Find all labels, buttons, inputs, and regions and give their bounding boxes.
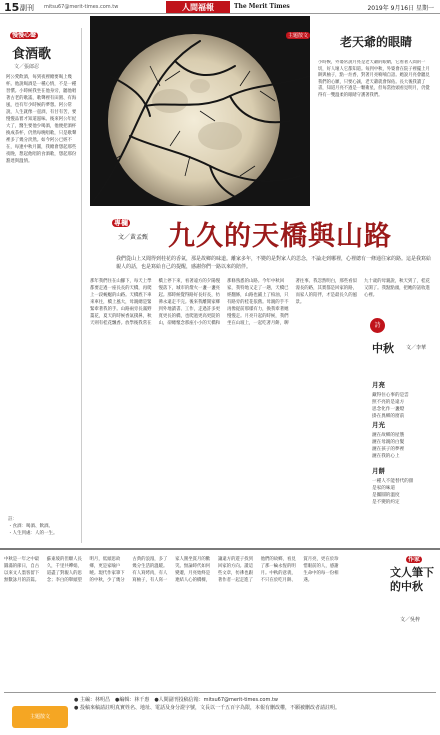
top-right-body: 小時候，外婆常說月亮是老天爺的眼睛，它看著人間的一切，好人壞人它都知道。每到中秋，外婆會在院子裡擺上月餅與柚子，點一炷香，對著月亮喃喃自語。她說月亮會聽見我們的心願，只要心誠，老天爺就會保佑。長大後我讀了書，知道月亮不過是一顆衛星，但每當抬頭看見明月，仍覺得有一雙溫柔的眼睛守護著我們。: [318, 60, 430, 98]
newspaper-logo: 人間福報: [166, 1, 230, 13]
left-article-title: 食酒歌: [12, 47, 52, 62]
page-header: [0, 0, 440, 14]
left-article-body: 阿公愛飲酒，每到夜裡總要喝上幾杯。他說喝酒是一種心情，不是一種習慣。小時候我坐在他身旁，聽他唱著古老的歌謠，歌聲裡有田園、有海風，也有年少時候的夢想。阿公常說，人生就像一壺酒，有甘有苦，要慢慢品嘗才知道滋味。後來阿公年紀大了，醫生要他少喝酒，他便把酒杯換成茶杯，仍然每晚唱歌，只是歌聲裡多了幾分淡然。如今阿公已經不在，每逢中秋月圓，我總會想起那些夜晚，想起他唱的食酒歌，想起那份豁達與溫情。: [6, 75, 77, 164]
bottom-article-author: 文／吳梓: [400, 617, 421, 623]
newspaper-logo-en: The Merit Times: [234, 3, 290, 10]
moon-photo: [90, 16, 310, 206]
left-article-notes: 註： ・食酒：喝酒、飲酒。 ・人生到處：人的一生。: [8, 517, 58, 536]
bottom-article-tag: 作家: [408, 556, 421, 563]
poem-section-lines: 灑在故鄉的屋簷 灑在母親的白髮 灑在孩子的夢裡 灑在我的心上: [372, 433, 405, 459]
headline-tag: 專欄: [114, 219, 128, 227]
page-number: 15: [4, 1, 20, 14]
page-footer: [4, 692, 436, 712]
poem-section-title: 月亮: [372, 381, 385, 389]
left-article-tag: 慢慢心聲: [12, 32, 37, 39]
footer-text: ● 主編：林明昌 ●編輯：林千惠 ●人間副刊投稿信箱：mitsu67@merit-times.com.tw ● 投稿來稿請註明真實姓名、地址、電話及身分證字號，文長以一千五百字為限，本報有刪改權，不願被刪改者請註明。: [74, 697, 340, 711]
headline-intro: 我們從山上又聞得到桂花的香氣，那是故鄉的味道。離家多年，不變的是對家人的思念，不論走到哪裡，心裡總有一條通往家的路。這是我寫給親人的話，也是寫給自己的提醒，感謝你們一路以來的陪伴。: [116, 256, 432, 270]
headline-author: 文／黃孟甄: [118, 234, 149, 241]
poem-section-lines: 藏得住心事的是雲 照不亮的是遠方 思念化作一盞燈 掛在異鄉的窗前: [372, 393, 409, 419]
issue-date: 2019年 9月16日 星期一: [367, 5, 434, 12]
poem-section-title: 月餅: [372, 467, 385, 475]
top-right-tag: 主題散文: [288, 33, 309, 39]
main-article-body: 那年我們住在山腳下，每天上學都要走過一座長長的天橋，再爬上一段蜿蜒的山路。天橋底下車來車往，橋上風大，母親總是緊緊牽著我的手。山路兩旁長滿野薑花，夏天的時候香氣撲鼻，秋天則有桂花飄香。放學後我常在橋上停下來，看著遠方的夕陽慢慢落下，城市的燈火一盞一盞亮起。那時候覺得路好長好長，彷彿永遠走不完。後來我離開家鄉到外地讀書、工作，走過許多更寬更長的橋，也爬過更高更陡的山，卻總懷念那座小小的天橋和那條熟悉的山路。今年中秋回家，我特地又走了一趟，天橋已經翻修，山路也鋪上了柏油，只有路旁的桂花依舊。母親的手不再像從前那樣有力，換我牽著她慢慢走。月亮升起的時候，我們坐在山坡上，一起吃著月餅，聊著往事。我忽然明白，那些看似漫長的路，其實都是回家的路，而家人的陪伴，才是最長久的風景。: [90, 279, 357, 326]
poem-author: 文／李華: [406, 345, 427, 351]
section-divider: [0, 548, 440, 550]
poem-section-lines: 一種人不能替代的甜 是家的味道 是團圓的溫度 是不變的約定: [372, 479, 414, 505]
section-name: 副刊: [20, 4, 34, 12]
poem-tag: 詩: [370, 318, 385, 333]
footer-sticker: 主題散文: [12, 706, 68, 728]
poem-section-title: 月光: [372, 421, 385, 429]
top-right-title: 老天爺的眼睛: [340, 35, 413, 49]
poem-title: 中秋: [372, 342, 394, 355]
poem-column-top-text: 九十歲的母親說，秋天到了，桂花又開了。我點點頭，把她的話收進心裡。: [364, 279, 430, 298]
header-email: mitsu67@merit-times.com.tw: [44, 4, 119, 10]
left-article: [4, 28, 82, 543]
bottom-article-body: 中秋是一年之中最圓滿的節日，自古以來文人墨客留下無數詠月的詩篇。蘇東坡的但願人長久，千里共嬋娟，道盡了對親人的思念；李白的舉頭望明月，低頭思故鄉，更是家喻戶曉。現代作家筆下的中秋，少了幾分古典的浪漫，多了幾分生活的溫暖。有人寫烤肉，有人寫柚子，有人寫一家人圍坐賞月的歡笑。無論時代如何變遷，月亮始終是連結人心的橋樑，讓遠方的遊子找到回家的方向。讀這些文章，彷彿也跟著作者一起走進了他們的故鄉，看見了那一輪永恆的明月。中秋的意義，不只在於吃月餅、賞月亮，更在於珍惜眼前的人，感謝生命中的每一份相遇。: [4, 557, 339, 583]
headline-title: 九久的天橋與山路: [168, 221, 392, 252]
bottom-article-title: 文人筆下的中秋: [390, 566, 434, 593]
left-article-author: 文／張郎忍: [14, 64, 40, 70]
